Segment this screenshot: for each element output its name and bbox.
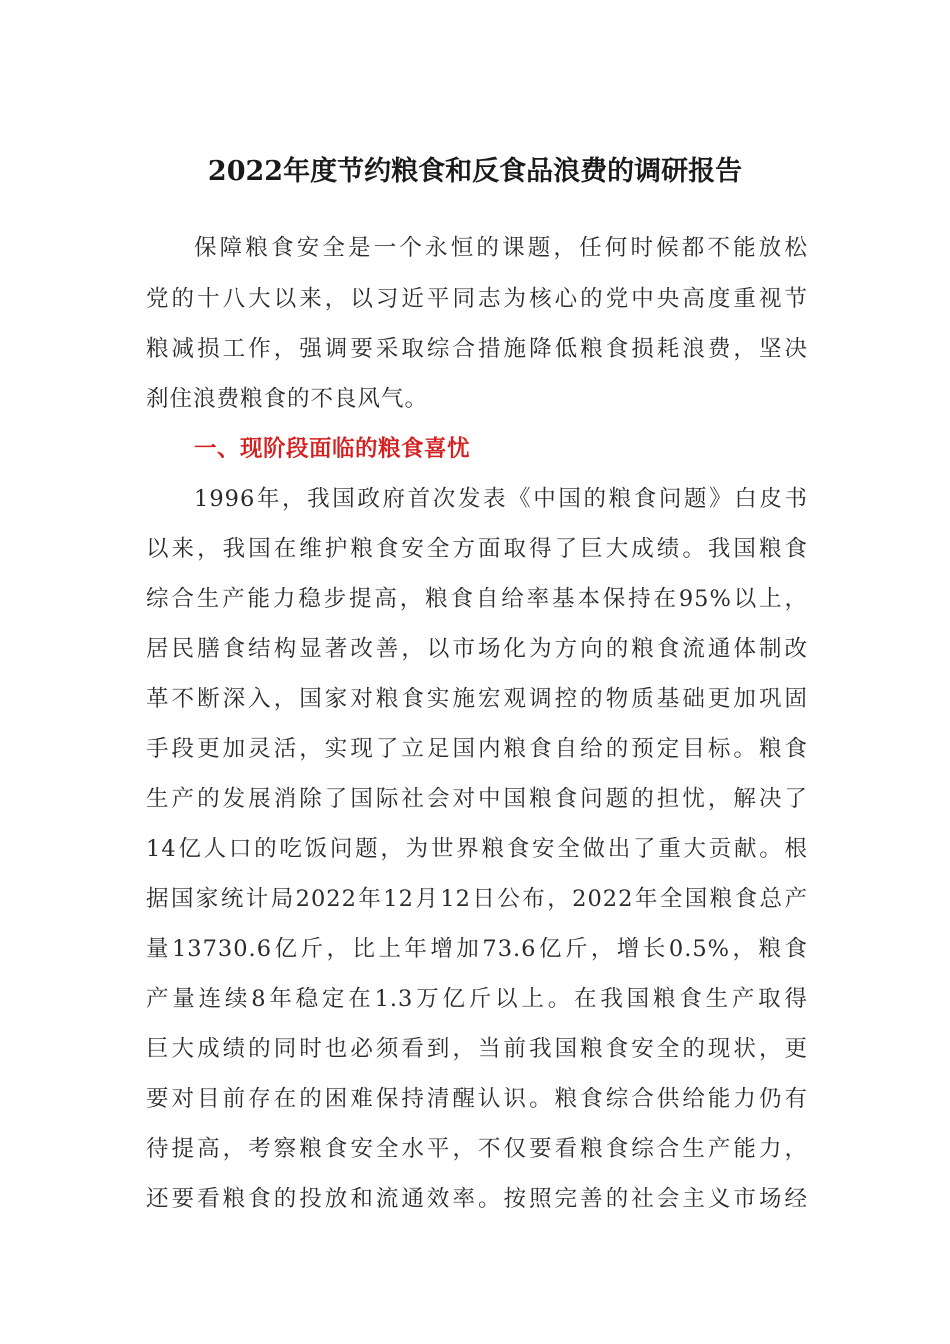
section-heading: 一、现阶段面临的粮食喜忧 xyxy=(194,436,471,462)
paragraph-1-line-4: 刹住浪费粮食的不良风气。 xyxy=(146,386,429,412)
paragraph-2-line-14: 待提高，考察粮食安全水平，不仅要看粮食综合生产能力， xyxy=(146,1136,808,1162)
paragraph-2-line-2: 以来，我国在维护粮食安全方面取得了巨大成绩。我国粮食 xyxy=(146,536,808,562)
paragraph-2-line-15: 还要看粮食的投放和流通效率。按照完善的社会主义市场经 xyxy=(146,1186,808,1212)
paragraph-2-line-13: 要对目前存在的困难保持清醒认识。粮食综合供给能力仍有 xyxy=(146,1086,808,1112)
paragraph-2-line-11: 产量连续8年稳定在1.3万亿斤以上。在我国粮食生产取得 xyxy=(146,986,808,1012)
document-title: 2022年度节约粮食和反食品浪费的调研报告 xyxy=(207,156,743,187)
paragraph-2-line-9: 据国家统计局2022年12月12日公布，2022年全国粮食总产 xyxy=(146,886,808,912)
paragraph-1-line-1: 保障粮食安全是一个永恒的课题，任何时候都不能放松 xyxy=(194,235,808,261)
paragraph-2-line-3: 综合生产能力稳步提高，粮食自给率基本保持在95%以上， xyxy=(146,586,808,612)
paragraph-2-line-4: 居民膳食结构显著改善，以市场化为方向的粮食流通体制改 xyxy=(146,636,808,662)
paragraph-2-line-12: 巨大成绩的同时也必须看到，当前我国粮食安全的现状，更 xyxy=(146,1036,808,1062)
paragraph-1-line-3: 粮减损工作，强调要采取综合措施降低粮食损耗浪费，坚决 xyxy=(146,336,808,362)
paragraph-1-line-2: 党的十八大以来，以习近平同志为核心的党中央高度重视节 xyxy=(146,286,808,312)
paragraph-2-line-8: 14亿人口的吃饭问题，为世界粮食安全做出了重大贡献。根 xyxy=(146,836,808,862)
paragraph-2-line-7: 生产的发展消除了国际社会对中国粮食问题的担忧，解决了 xyxy=(146,786,808,812)
paragraph-2-line-1: 1996年，我国政府首次发表《中国的粮食问题》白皮书 xyxy=(194,486,808,512)
paragraph-2-line-5: 革不断深入，国家对粮食实施宏观调控的物质基础更加巩固 xyxy=(146,686,808,712)
paragraph-2-line-6: 手段更加灵活，实现了立足国内粮食自给的预定目标。粮食 xyxy=(146,736,808,762)
paragraph-2-line-10: 量13730.6亿斤，比上年增加73.6亿斤，增长0.5%，粮食 xyxy=(146,936,808,962)
